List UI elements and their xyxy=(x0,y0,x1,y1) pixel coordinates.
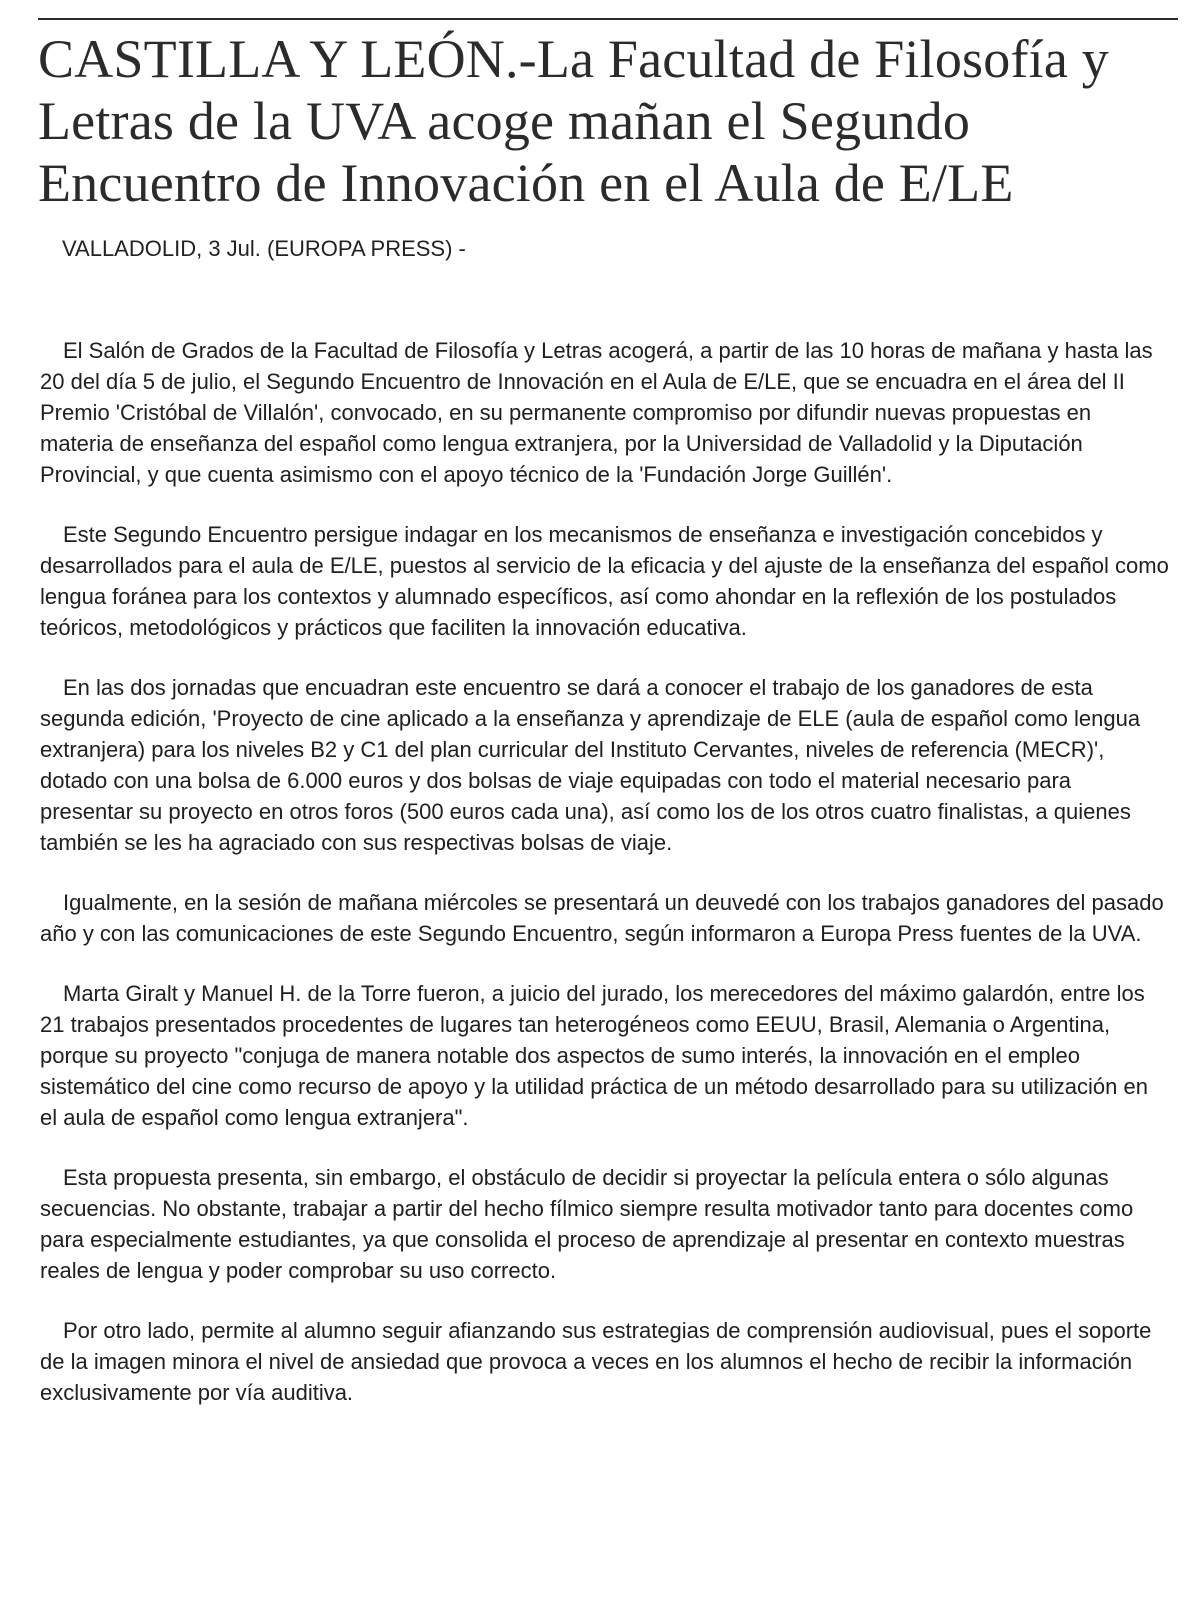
article-body xyxy=(40,335,1170,1437)
top-rule xyxy=(38,18,1178,20)
headline: CASTILLA Y LEÓN.-La Facultad de Filosofía y Letras de la UVA acoge mañan el Segundo Encuentro de Innovación en el Aula de E/LE xyxy=(38,29,1109,213)
paragraph: En las dos jornadas que encuadran este encuentro se dará a conocer el trabajo de los ganadores de esta segunda edición, 'Proyecto de cine aplicado a la enseñanza y aprendizaje de ELE (aula de español como lengua extranjera) para los niveles B2 y C1 del plan curricular del Instituto Cervantes, niveles de referencia (MECR)', dotado con una bolsa de 6.000 euros y dos bolsas de viaje equipadas con todo el material necesario para presentar su proyecto en otros foros (500 euros cada una), así como los de los otros cuatro finalistas, a quienes también se les ha agraciado con sus respectivas bolsas de viaje. xyxy=(40,675,1141,855)
dateline: VALLADOLID, 3 Jul. (EUROPA PRESS) - xyxy=(62,236,466,261)
paragraph: Igualmente, en la sesión de mañana miércoles se presentará un deuvedé con los trabajos ganadores del pasado año y con las comunicaciones de este Segundo Encuentro, según informaron a Europa Press fuentes de la UVA. xyxy=(40,890,1164,946)
paragraph: El Salón de Grados de la Facultad de Filosofía y Letras acogerá, a partir de las 10 horas de mañana y hasta las 20 del día 5 de julio, el Segundo Encuentro de Innovación en el Aula de E/LE, que se encuadra en el área del II Premio 'Cristóbal de Villalón', convocado, en su permanente compromiso por difundir nuevas propuestas en materia de enseñanza del español como lengua extranjera, por la Universidad de Valladolid y la Diputación Provincial, y que cuenta asimismo con el apoyo técnico de la 'Fundación Jorge Guillén'. xyxy=(40,338,1153,487)
paragraph: Marta Giralt y Manuel H. de la Torre fueron, a juicio del jurado, los merecedores del máximo galardón, entre los 21 trabajos presentados procedentes de lugares tan heterogéneos como EEUU, Brasil, Alemania o Argentina, porque su proyecto "conjuga de manera notable dos aspectos de sumo interés, la innovación en el empleo sistemático del cine como recurso de apoyo y la utilidad práctica de un método desarrollado para su utilización en el aula de español como lengua extranjera". xyxy=(40,981,1148,1130)
paragraph: Esta propuesta presenta, sin embargo, el obstáculo de decidir si proyectar la película entera o sólo algunas secuencias. No obstante, trabajar a partir del hecho fílmico siempre resulta motivador tanto para docentes como para especialmente estudiantes, ya que consolida el proceso de aprendizaje al presentar en contexto muestras reales de lengua y poder comprobar su uso correcto. xyxy=(40,1165,1134,1283)
paragraph: Este Segundo Encuentro persigue indagar en los mecanismos de enseñanza e investigación concebidos y desarrollados para el aula de E/LE, puestos al servicio de la eficacia y del ajuste de la enseñanza del español como lengua foránea para los contextos y alumnado específicos, así como ahondar en la reflexión de los postulados teóricos, metodológicos y prácticos que faciliten la innovación educativa. xyxy=(40,522,1169,640)
paragraph: Por otro lado, permite al alumno seguir afianzando sus estrategias de comprensión audiovisual, pues el soporte de la imagen minora el nivel de ansiedad que provoca a veces en los alumnos el hecho de recibir la información exclusivamente por vía auditiva. xyxy=(40,1318,1152,1405)
